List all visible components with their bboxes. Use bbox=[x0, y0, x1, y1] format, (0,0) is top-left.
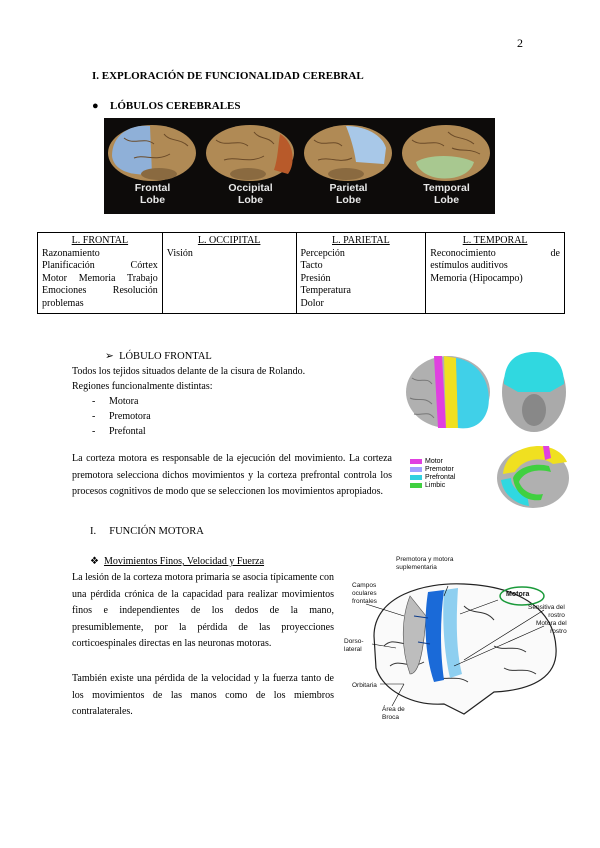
legend-swatch-prefrontal bbox=[410, 475, 422, 480]
list-item: - Premotora bbox=[92, 411, 151, 422]
brain-ventral-colored-image bbox=[500, 348, 568, 433]
header-occipital: L. OCCIPITAL bbox=[197, 235, 261, 246]
frontal-line: Planificación Córtex bbox=[42, 260, 158, 271]
brain-lateral-colored-image bbox=[402, 348, 492, 433]
header-temporal: L. TEMPORAL bbox=[462, 235, 528, 246]
section-heading-lobulos bbox=[92, 100, 241, 112]
temporal-line: Memoria (Hipocampo) bbox=[430, 272, 523, 284]
motor-subtitle-text: Movimientos Finos, Velocidad y Fuerza bbox=[103, 556, 265, 567]
parietal-line: Tacto bbox=[300, 260, 323, 271]
motor-cortex-diagram bbox=[344, 556, 576, 736]
diamond-bullet-icon: ❖ bbox=[90, 556, 99, 567]
page-number: 2 bbox=[517, 36, 523, 50]
temporal-label-1: Temporal bbox=[423, 182, 470, 194]
legend-item: Prefrontal bbox=[410, 473, 455, 481]
occipital-label-2: Lobe bbox=[237, 194, 264, 206]
bullet-icon: ● bbox=[92, 100, 99, 112]
header-parietal: L. PARIETAL bbox=[332, 235, 390, 246]
frontal-lobe-image bbox=[104, 118, 201, 214]
frontal-label-2: Lobe bbox=[139, 194, 166, 206]
legend-item: Limbic bbox=[410, 481, 455, 489]
label-motora: Motora bbox=[506, 591, 530, 598]
frontal-line: Razonamiento bbox=[42, 247, 100, 259]
parietal-cell bbox=[296, 233, 426, 314]
table-row bbox=[38, 233, 565, 314]
arrow-icon: ➢ bbox=[105, 351, 114, 362]
legend-swatch-limbic bbox=[410, 483, 422, 488]
temporal-label-2: Lobe bbox=[433, 194, 460, 206]
parietal-lobe-image bbox=[300, 118, 397, 214]
label-orbitaria: Orbitaria bbox=[352, 682, 377, 689]
frontal-list bbox=[92, 394, 151, 439]
frontal-line: problemas bbox=[42, 297, 84, 309]
frontal-cell bbox=[38, 233, 163, 314]
temporal-cell bbox=[426, 233, 565, 314]
frontal-title-text: LÓBULO FRONTAL bbox=[119, 351, 212, 362]
parietal-line: Percepción bbox=[300, 247, 345, 259]
lobe-functions-table bbox=[37, 232, 565, 314]
frontal-line-2: Regiones funcionalmente distintas: bbox=[72, 381, 213, 392]
lobes-image-strip bbox=[104, 118, 495, 214]
parietal-label-2: Lobe bbox=[335, 194, 362, 206]
legend-swatch-motor bbox=[410, 459, 422, 464]
frontal-line: Motor Memoria Trabajo bbox=[42, 272, 158, 284]
legend-item: Premotor bbox=[410, 465, 455, 473]
parietal-label-1: Parietal bbox=[329, 182, 368, 194]
label-campos-oculares: Campos oculares frontales bbox=[352, 582, 377, 605]
list-item: - Motora bbox=[92, 396, 139, 407]
occipital-line: Visión bbox=[166, 247, 193, 259]
legend-swatch-premotor bbox=[410, 467, 422, 472]
occipital-lobe-image bbox=[202, 118, 299, 214]
label-area-broca: Área de Broca bbox=[382, 706, 405, 721]
frontal-label-1: Frontal bbox=[134, 182, 171, 194]
brain-lateral-diagram bbox=[344, 556, 576, 736]
frontal-legend bbox=[410, 457, 455, 489]
parietal-line: Dolor bbox=[300, 297, 324, 309]
motor-section-title: I. FUNCIÓN MOTORA bbox=[90, 526, 204, 537]
header-frontal: L. FRONTAL bbox=[71, 235, 129, 246]
motor-paragraph-1: La lesión de la corteza motora primaria se asocia típicamente con una pérdida crónica de la capacidad para realizar movimientos finos e independientes de los dedos de la mano, presumiblemente, por la pérdida de las proyecciones corticoespinales directas en las neuronas motoras. bbox=[72, 572, 334, 649]
lobulos-title: LÓBULOS CEREBRALES bbox=[110, 100, 241, 112]
frontal-section-title bbox=[105, 350, 212, 362]
motor-paragraph-2: También existe una pérdida de la velocidad y la fuerza tanto de los movimientos de las manos como de los miembros contralaterales. bbox=[72, 673, 334, 717]
list-item: - Prefontal bbox=[92, 426, 146, 437]
section-heading-exploracion: I. EXPLORACIÓN DE FUNCIONALIDAD CEREBRAL bbox=[92, 70, 364, 82]
frontal-line: Emociones Resolución bbox=[42, 285, 158, 296]
occipital-cell bbox=[162, 233, 296, 314]
label-motora-rostro: Motora del rostro bbox=[536, 620, 567, 635]
label-dorsolateral: Dorso- lateral bbox=[344, 638, 364, 653]
brain-medial-colored-image bbox=[493, 438, 571, 518]
label-sensitiva-rostro: Sensitiva del rostro bbox=[528, 604, 565, 619]
frontal-line-1: Todos los tejidos situados delante de la cisura de Rolando. bbox=[72, 366, 306, 377]
motor-subtitle bbox=[90, 556, 264, 567]
temporal-line: estímulos auditivos bbox=[430, 260, 508, 271]
legend-item: Motor bbox=[410, 457, 455, 465]
temporal-lobe-image bbox=[398, 118, 495, 214]
parietal-line: Temperatura bbox=[300, 285, 351, 296]
parietal-line: Presión bbox=[300, 272, 331, 284]
frontal-paragraph: La corteza motora es responsable de la ejecución del movimiento. La corteza premotora selecciona dichos movimientos y la corteza prefrontal controla los procesos cognitivos de modo que se seleccionen los movimientos apropiados. bbox=[72, 453, 392, 497]
temporal-line: Reconocimiento de bbox=[430, 247, 560, 259]
occipital-label-1: Occipital bbox=[228, 182, 273, 194]
label-premotora: Premotora y motora suplementaria bbox=[396, 556, 454, 571]
